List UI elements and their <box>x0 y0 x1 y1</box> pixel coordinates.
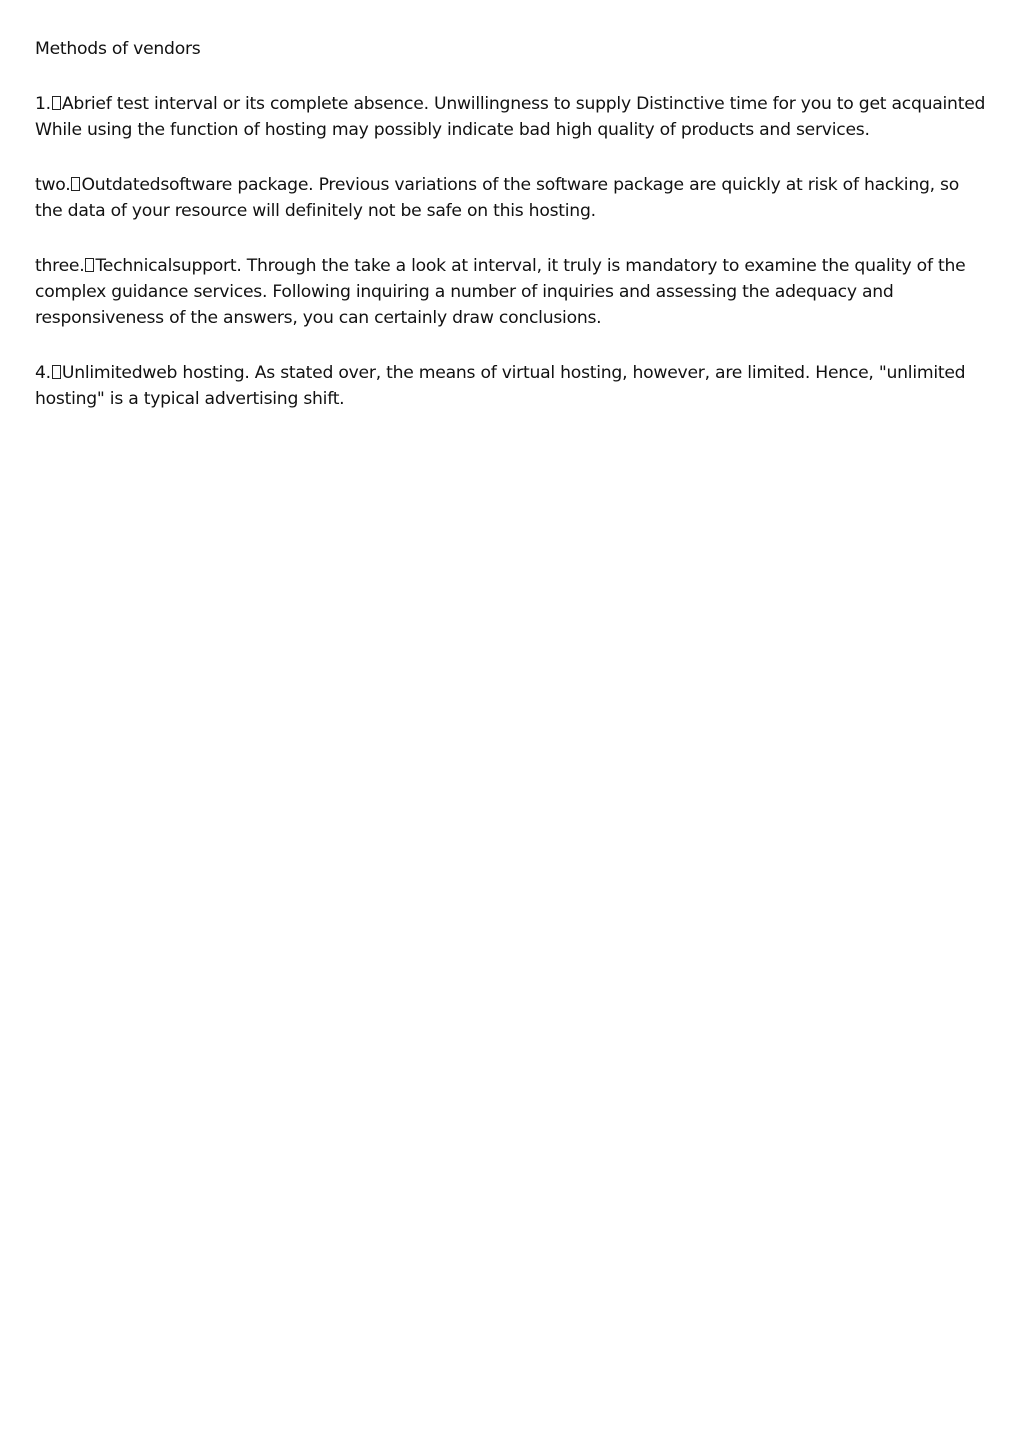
document-heading: Methods of vendors <box>35 39 201 59</box>
paragraph-text: support. Through the take a look at interval, it truly is mandatory to examine the quality of the complex guidance services. Following inquiring a number of inquiries and assessing the adequacy and responsiveness of the answers, you can certainly draw conclusions. <box>35 256 966 328</box>
paragraph-number: 1. <box>35 94 51 114</box>
paragraph-lead: A <box>61 94 74 114</box>
missing-glyph-icon <box>85 258 94 272</box>
paragraph-lead: Outdated <box>81 175 161 195</box>
paragraph-2 <box>35 172 990 224</box>
paragraph-lead: Technical <box>95 256 173 276</box>
missing-glyph-icon <box>52 96 61 110</box>
paragraph-1 <box>35 91 990 143</box>
paragraph-text: brief test interval or its complete absence. Unwillingness to supply Distinctive time for you to get acquainted While using the function of hosting may possibly indicate bad high quality of products and services. <box>35 94 986 140</box>
paragraph-lead: Unlimited <box>61 363 143 383</box>
document-page <box>35 36 990 441</box>
paragraph-number: 4. <box>35 363 51 383</box>
paragraph-number: three. <box>35 256 85 276</box>
paragraph-text: software package. Previous variations of the software package are quickly at risk of hacking, so the data of your resource will definitely not be safe on this hosting. <box>35 175 960 221</box>
paragraph-4 <box>35 360 990 412</box>
missing-glyph-icon <box>71 177 80 191</box>
paragraph-number: two. <box>35 175 71 195</box>
missing-glyph-icon <box>52 365 61 379</box>
paragraph-3 <box>35 253 990 331</box>
paragraph-text: web hosting. As stated over, the means of virtual hosting, however, are limited. Hence, "unlimited hosting" is a typical advertising shift. <box>35 363 966 409</box>
